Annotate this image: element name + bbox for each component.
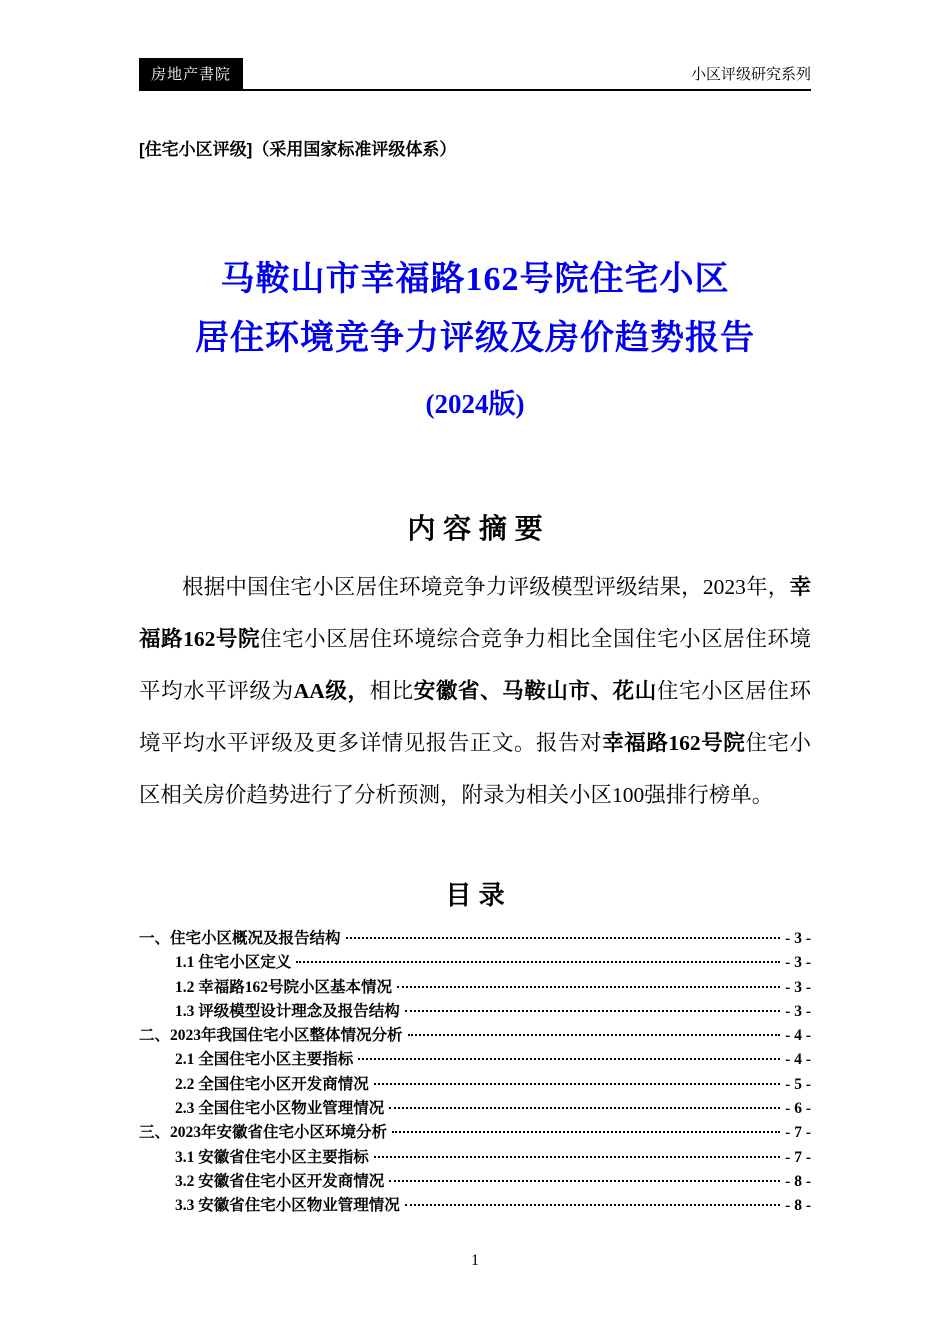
toc-entry[interactable] xyxy=(139,1145,811,1169)
toc-entry[interactable] xyxy=(139,1120,811,1144)
brand-label: 房地产書院 xyxy=(139,58,243,89)
toc-dotted-leader xyxy=(374,1083,780,1085)
toc-entry-page: - 3 - xyxy=(785,978,811,996)
toc-dotted-leader xyxy=(405,1010,780,1012)
summary-segment: 住宅小区居住环境平均水平评级及更多详情见报告正文。报告对 xyxy=(139,679,811,755)
toc-entry[interactable] xyxy=(139,950,811,974)
toc-entry-page: - 3 - xyxy=(785,1002,811,1020)
report-title-block xyxy=(139,250,811,421)
toc-dotted-leader xyxy=(389,1180,780,1182)
toc-entry[interactable] xyxy=(139,1193,811,1217)
toc-entry[interactable] xyxy=(139,999,811,1023)
toc-entry[interactable] xyxy=(139,1072,811,1096)
toc-entry-page: - 4 - xyxy=(785,1051,811,1069)
summary-paragraph xyxy=(139,561,811,821)
report-edition: (2024版) xyxy=(425,389,525,419)
toc-dotted-leader xyxy=(296,961,780,963)
toc-entry-label: 1.3 评级模型设计理念及报告结构 xyxy=(175,1002,400,1020)
page-number: 1 xyxy=(471,1252,479,1269)
toc-entry-label: 一、住宅小区概况及报告结构 xyxy=(139,930,341,947)
toc-dotted-leader xyxy=(408,1034,781,1036)
toc-entry-page: - 6 - xyxy=(785,1100,811,1118)
toc-dotted-leader xyxy=(397,986,780,988)
toc-entry[interactable] xyxy=(139,1047,811,1071)
summary-segment: 根据中国住宅小区居住环境竞争力评级模型评级结果，2023年， xyxy=(182,575,790,599)
summary-segment: 住宅小区相关房价趋势进行了分析预测，附录为相关小区100强排行榜单。 xyxy=(139,731,811,807)
toc-entry-page: - 7 - xyxy=(785,1148,811,1166)
toc-entry[interactable] xyxy=(139,1169,811,1193)
toc-dotted-leader xyxy=(346,937,781,939)
toc-entry-page: - 3 - xyxy=(785,954,811,972)
toc-entry-page: - 7 - xyxy=(785,1124,811,1142)
toc-entry[interactable] xyxy=(139,1096,811,1120)
toc-entry[interactable] xyxy=(139,1023,811,1047)
toc-entry-label: 三、2023年安徽省住宅小区环境分析 xyxy=(139,1124,388,1142)
toc-entry-page: - 8 - xyxy=(785,1172,811,1190)
toc-entry-label: 3.1 安徽省住宅小区主要指标 xyxy=(175,1148,369,1166)
toc-entry-page: - 4 - xyxy=(785,1027,811,1045)
summary-segment: AA级， xyxy=(293,679,370,703)
summary-segment: 相比 xyxy=(369,679,414,703)
toc-entry-page: - 3 - xyxy=(785,930,811,947)
toc-dotted-leader xyxy=(358,1058,780,1060)
toc-heading: 目 录 xyxy=(445,880,505,910)
toc-entry[interactable] xyxy=(139,926,811,950)
summary-heading: 内 容 摘 要 xyxy=(407,513,543,544)
summary-segment: 幸福路162号院 xyxy=(602,731,746,755)
summary-segment: 幸福路162号院 xyxy=(139,575,811,651)
toc-entry-label: 3.2 安徽省住宅小区开发商情况 xyxy=(175,1172,385,1190)
toc-entry-page: - 8 - xyxy=(785,1197,811,1215)
rating-system-subtitle: [住宅小区评级]（采用国家标准评级体系） xyxy=(139,140,457,159)
toc-dotted-leader xyxy=(389,1107,780,1109)
document-header xyxy=(139,58,811,91)
summary-segment: 安徽省、马鞍山市、花山 xyxy=(413,679,657,703)
toc-entry[interactable] xyxy=(139,975,811,999)
series-label: 小区评级研究系列 xyxy=(690,66,811,83)
report-title-line2: 居住环境竞争力评级及房价趋势报告 xyxy=(195,320,755,357)
table-of-contents xyxy=(139,926,811,1218)
toc-dotted-leader xyxy=(392,1131,780,1133)
toc-entry-page: - 5 - xyxy=(785,1075,811,1093)
summary-segment: 住宅小区居住环境综合竞争力相比全国住宅小区居住环境平均水平评级为 xyxy=(139,627,811,703)
toc-entry-label: 2.2 全国住宅小区开发商情况 xyxy=(175,1075,369,1093)
toc-entry-label: 3.3 安徽省住宅小区物业管理情况 xyxy=(175,1197,400,1215)
toc-dotted-leader xyxy=(405,1204,780,1206)
toc-entry-label: 2.3 全国住宅小区物业管理情况 xyxy=(175,1100,385,1118)
toc-entry-label: 二、2023年我国住宅小区整体情况分析 xyxy=(139,1027,403,1045)
toc-entry-label: 1.2 幸福路162号院小区基本情况 xyxy=(175,978,393,996)
toc-dotted-leader xyxy=(374,1156,780,1158)
toc-entry-label: 2.1 全国住宅小区主要指标 xyxy=(175,1051,354,1069)
toc-entry-label: 1.1 住宅小区定义 xyxy=(175,954,292,972)
report-title-line1: 马鞍山市幸福路162号院住宅小区 xyxy=(220,261,730,298)
